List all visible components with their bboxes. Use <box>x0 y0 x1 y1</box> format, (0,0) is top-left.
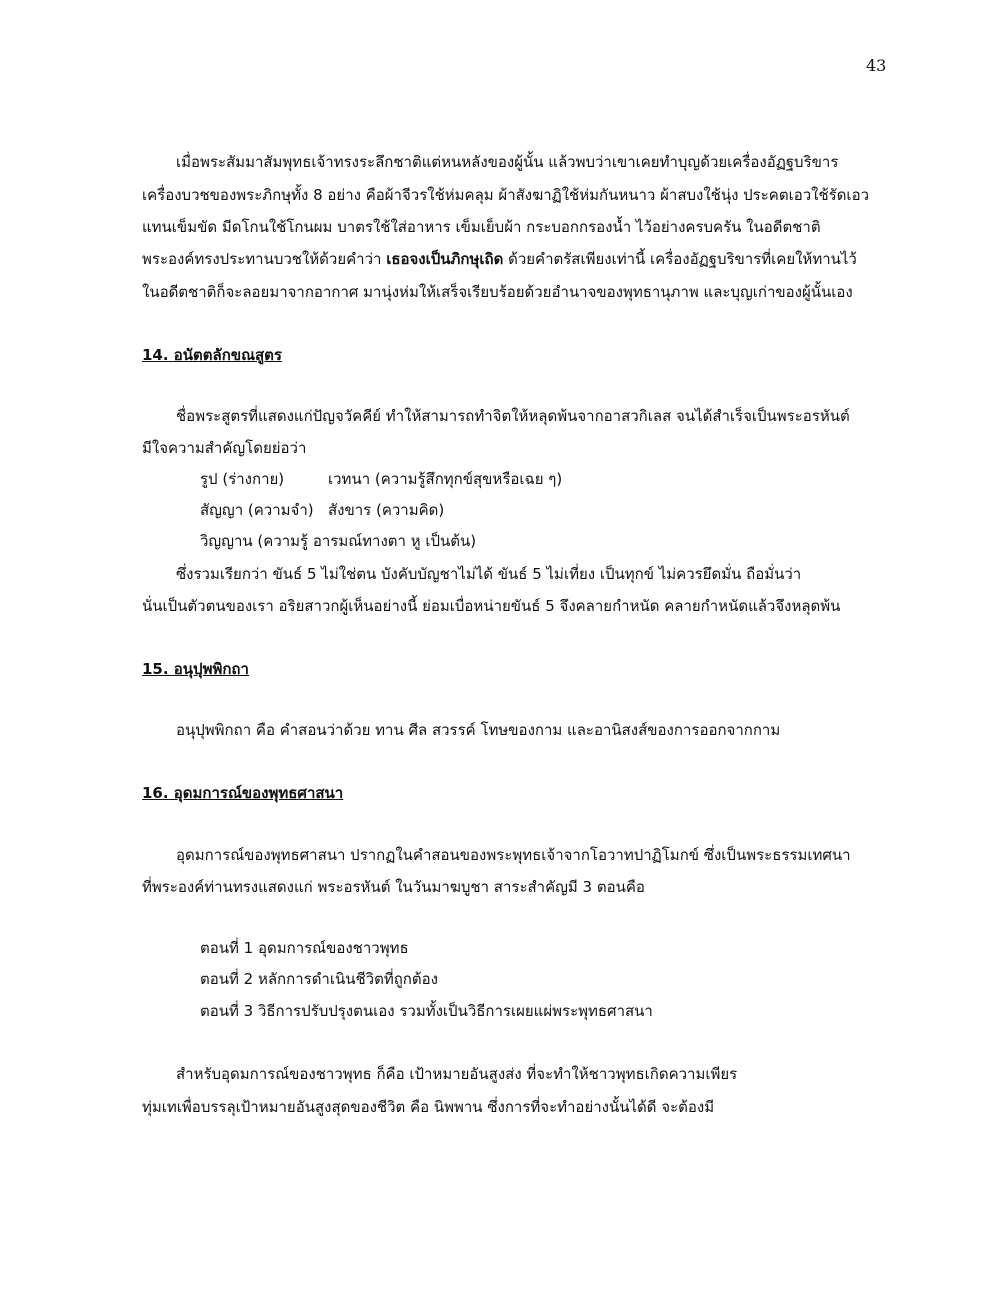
section15-heading: 15. อนุปุพพิกถา <box>142 660 249 678</box>
section16-part2: ตอนที่ 2 หลักการดำเนินชีวิตที่ถูกต้อง <box>200 970 438 988</box>
para1-line4-text-b: ด้วยคำตรัสเพียงเท่านี้ เครื่องอัฏฐบริขารที่เคยให้ทานไว้ <box>503 250 857 268</box>
khandha-sankhara: สังขาร (ความคิด) <box>328 501 445 519</box>
para1-line2: เครื่องบวชของพระภิกษุทั้ง 8 อย่าง คือผ้าจีวรใช้ห่มคลุม ผ้าสังฆาฏิใช้ห่มกันหนาว ผ้าสบงใช้นุ่ง ประคตเอวใช้รัดเอว <box>142 186 869 204</box>
section14-heading: 14. อนัตตลักขณสูตร <box>142 346 282 364</box>
section15-line1: อนุปุพพิกถา คือ คำสอนว่าด้วย ทาน ศีล สวรรค์ โทษของกาม และอานิสงส์ของการออกจากกาม <box>176 721 781 739</box>
para1-line4-bold-phrase: เธอจงเป็นภิกษุเถิด <box>386 250 504 268</box>
khandha-vedana: เวทนา (ความรู้สึกทุกข์สุขหรือเฉย ๆ) <box>328 470 563 488</box>
para1-line1: เมื่อพระสัมมาสัมพุทธเจ้าทรงระลึกชาติแต่หนหลังของผู้นั้น แล้วพบว่าเขาเคยทำบุญด้วยเครื่องอัฏฐบริขาร <box>176 153 839 171</box>
section16-line3: สำหรับอุดมการณ์ของชาวพุทธ ก็คือ เป้าหมายอันสูงส่ง ที่จะทำให้ชาวพุทธเกิดความเพียร <box>176 1065 738 1083</box>
section16-line4: ทุ่มเทเพื่อบรรลุเป้าหมายอันสูงสุดของชีวิต คือ นิพพาน ซึ่งการที่จะทำอย่างนั้นได้ดี จะต้องมี <box>142 1098 715 1116</box>
para1-line4 <box>142 248 857 270</box>
section14-line3: ซึ่งรวมเรียกว่า ขันธ์ 5 ไม่ใช่ตน บังคับบัญชาไม่ได้ ขันธ์ 5 ไม่เที่ยง เป็นทุกข์ ไม่ควรยึดมั่น ถือมั่นว่า <box>176 565 802 583</box>
section16-part1: ตอนที่ 1 อุดมการณ์ของชาวพุทธ <box>200 939 409 957</box>
section16-heading: 16. อุดมการณ์ของพุทธศาสนา <box>142 784 344 802</box>
section16-part3: ตอนที่ 3 วิธีการปรับปรุงตนเอง รวมทั้งเป็นวิธีการเผยแผ่พระพุทธศาสนา <box>200 1002 653 1020</box>
khandha-rupa: รูป (ร่างกาย) <box>200 470 285 488</box>
section14-line1: ชื่อพระสูตรที่แสดงแก่ปัญจวัคคีย์ ทำให้สามารถทำจิตให้หลุดพ้นจากอาสวกิเลส จนได้สำเร็จเป็นพระอรหันต์ <box>176 407 850 425</box>
section16-line2: ที่พระองค์ท่านทรงแสดงแก่ พระอรหันต์ ในวันมาฆบูชา สาระสำคัญมี 3 ตอนคือ <box>142 878 645 896</box>
page-number: 43 <box>866 56 887 75</box>
khandha-vinnana: วิญญาน (ความรู้ อารมณ์ทางตา หู เป็นต้น) <box>200 532 477 550</box>
para1-line4-text-a: พระองค์ทรงประทานบวชให้ด้วยคำว่า <box>142 250 387 268</box>
section14-line4: นั่นเป็นตัวตนของเรา อริยสาวกผู้เห็นอย่างนี้ ย่อมเบื่อหน่ายขันธ์ 5 จึงคลายกำหนัด คลายกำหนัดแล้วจึงหลุดพ้น <box>142 597 841 615</box>
para1-line5: ในอดีตชาติก็จะลอยมาจากอากาศ มานุ่งห่มให้เสร็จเรียบร้อยด้วยอำนาจของพุทธานุภาพ และบุญเก่าของผู้นั้นเอง <box>142 283 853 301</box>
section16-line1: อุดมการณ์ของพุทธศาสนา ปรากฏในคำสอนของพระพุทธเจ้าจากโอวาทปาฏิโมกข์ ซึ่งเป็นพระธรรมเทศนา <box>176 846 851 864</box>
para1-line3: แทนเข็มขัด มีดโกนใช้โกนผม บาตรใช้ใส่อาหาร เข็มเย็บผ้า กระบอกกรองน้ำ ไว้อย่างครบครัน ในอดีตชาติ <box>142 218 821 236</box>
section14-line2: มีใจความสำคัญโดยย่อว่า <box>142 439 307 457</box>
khandha-sanna: สัญญา (ความจำ) <box>200 501 314 519</box>
